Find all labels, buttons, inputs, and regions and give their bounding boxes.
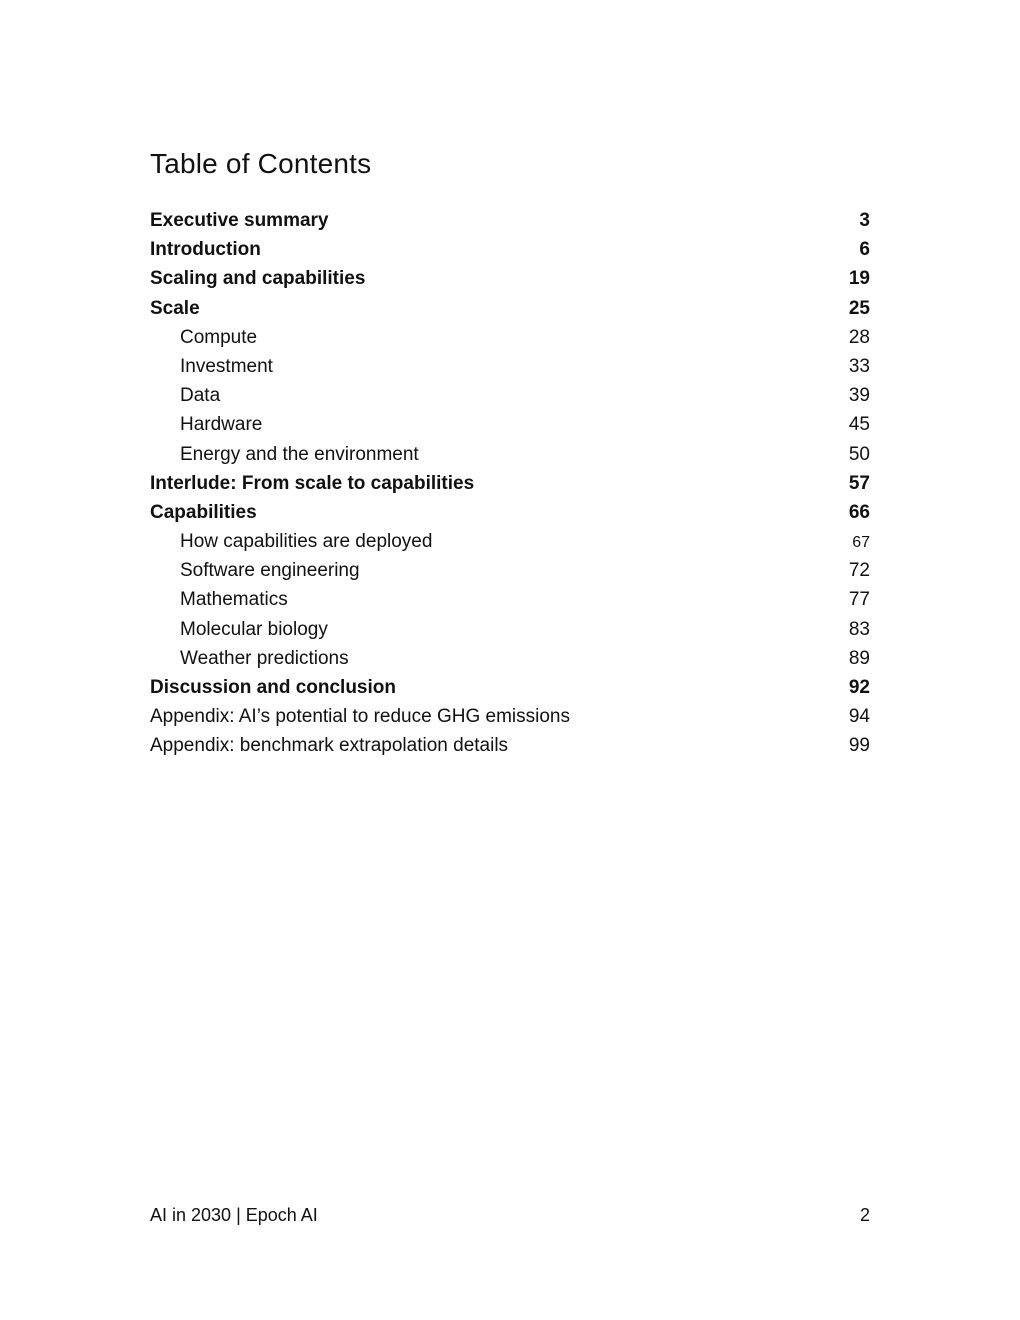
- toc-entry-hardware[interactable]: [150, 410, 870, 439]
- toc-entry-title: Software engineering: [180, 560, 360, 582]
- page-title: Table of Contents: [150, 148, 372, 179]
- toc-entry-title: Introduction: [150, 239, 261, 261]
- toc-entry-energy-and-environment[interactable]: [150, 440, 870, 469]
- toc-entry-page: 25: [848, 297, 870, 319]
- toc-entry-title: Mathematics: [180, 589, 288, 611]
- toc-entry-scaling-and-capabilities[interactable]: [150, 264, 870, 293]
- toc-entry-title: Compute: [180, 326, 258, 348]
- toc-entry-capabilities[interactable]: [150, 498, 870, 527]
- toc-entry-compute[interactable]: [150, 323, 870, 352]
- toc-entry-title: Executive summary: [150, 210, 329, 231]
- toc-entry-page: 94: [848, 706, 870, 728]
- toc-entry-page: 45: [848, 414, 870, 436]
- toc-entry-title: Discussion and conclusion: [150, 677, 396, 698]
- toc-entry-page: 3: [859, 210, 870, 231]
- toc-entry-page: 72: [848, 560, 870, 582]
- toc-entry-page: 39: [848, 385, 870, 407]
- toc-entry-data[interactable]: [150, 381, 870, 410]
- toc-entry-page: 19: [848, 268, 870, 290]
- toc-entry-page: 77: [848, 589, 870, 611]
- toc-entry-appendix-ghg-emissions[interactable]: [150, 702, 870, 731]
- toc-entry-page: 83: [848, 618, 870, 640]
- toc-entry-page: 33: [848, 355, 870, 377]
- toc-entry-title: Capabilities: [150, 501, 257, 523]
- toc-entry-title: Molecular biology: [180, 618, 328, 640]
- toc-entry-how-capabilities-deployed[interactable]: [150, 527, 870, 556]
- toc-entry-executive-summary[interactable]: [150, 206, 870, 235]
- footer-document-title: AI in 2030 | Epoch AI: [150, 1205, 318, 1225]
- toc-entry-title: Interlude: From scale to capabilities: [150, 472, 475, 494]
- toc-entry-title: Weather predictions: [180, 647, 349, 669]
- toc-entry-title: Data: [180, 385, 221, 407]
- toc-entry-page: 67: [852, 534, 870, 552]
- toc-entry-title: Investment: [180, 355, 273, 377]
- toc-entry-molecular-biology[interactable]: [150, 615, 870, 644]
- footer-page-number: 2: [859, 1205, 870, 1225]
- toc-entry-title: Appendix: AI’s potential to reduce GHG emissions: [150, 706, 570, 728]
- toc-entry-scale[interactable]: [150, 294, 870, 323]
- toc-entry-title: Scaling and capabilities: [150, 268, 366, 290]
- toc-entry-investment[interactable]: [150, 352, 870, 381]
- table-of-contents: [150, 206, 870, 761]
- toc-entry-page: 99: [848, 735, 870, 757]
- page-footer: [150, 1205, 870, 1226]
- toc-entry-title: How capabilities are deployed: [180, 531, 433, 553]
- toc-entry-software-engineering[interactable]: [150, 556, 870, 585]
- toc-entry-page: 28: [848, 326, 870, 348]
- toc-entry-title: Scale: [150, 297, 200, 319]
- toc-entry-title: Energy and the environment: [180, 443, 419, 465]
- toc-entry-title: Appendix: benchmark extrapolation details: [150, 735, 509, 757]
- toc-entry-weather-predictions[interactable]: [150, 644, 870, 673]
- toc-entry-page: 57: [848, 472, 870, 494]
- toc-entry-mathematics[interactable]: [150, 585, 870, 614]
- toc-entry-title: Hardware: [180, 414, 263, 436]
- toc-entry-page: 89: [848, 647, 870, 669]
- toc-entry-page: 66: [848, 501, 870, 523]
- toc-entry-introduction[interactable]: [150, 235, 870, 264]
- toc-entry-page: 50: [848, 443, 870, 465]
- toc-entry-page: 92: [848, 677, 870, 698]
- toc-entry-discussion-and-conclusion[interactable]: [150, 673, 870, 702]
- toc-entry-appendix-benchmark-extrapolation[interactable]: [150, 731, 870, 760]
- toc-entry-page: 6: [859, 239, 870, 261]
- toc-entry-interlude[interactable]: [150, 469, 870, 498]
